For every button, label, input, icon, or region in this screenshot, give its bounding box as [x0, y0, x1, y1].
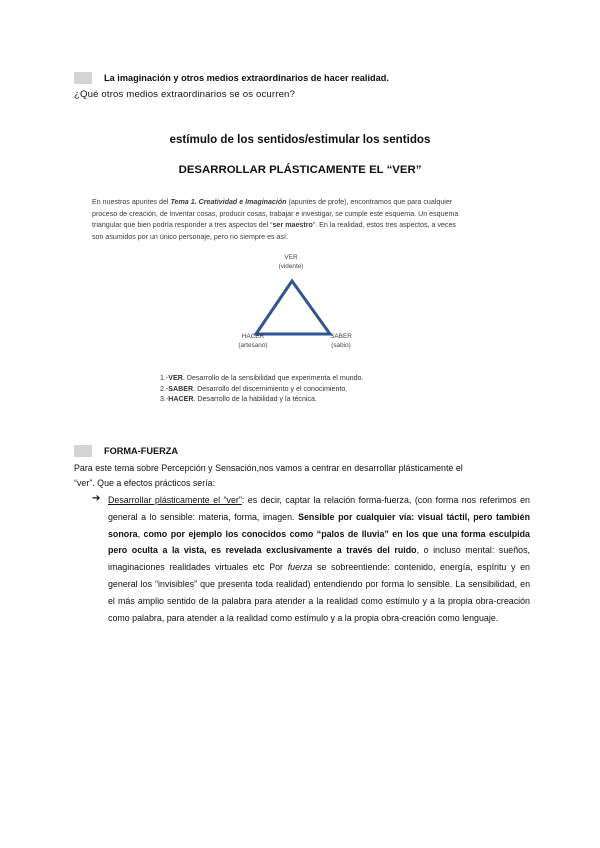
list-item [160, 384, 520, 395]
list-number: 2.- [160, 384, 169, 393]
list-key: SABER [168, 384, 194, 393]
heading-marker-box [74, 72, 92, 84]
list-key: HACER [168, 395, 194, 403]
intro-line-1: Para este tema sobre Percepción y Sensación,nos vamos a centrar en desarrollar plásticamente el [74, 463, 463, 473]
vidente-label: (vidente) [278, 262, 304, 270]
triangle-label-hacer [228, 333, 278, 350]
heading-marker-box [74, 445, 92, 457]
bullet-text: se sobreentiende: contenido, energía, espíritu y en general los “invisibles” que presenta toda realidad) entendiendo por forma lo sensible. La sensibilidad, en el más amplio sentido de la palabra para atender a la realidad como estímulo y a la propia obra-creación como palabra, para atender a la realidad como estímulo y a la propia obra-creación como lenguaje. [108, 562, 530, 623]
excerpt-ser-maestro: ser maestro [272, 221, 313, 229]
bullet-text: , o incluso mental: sueños, imaginaciones realidades virtuales etc Por [108, 545, 530, 573]
aspects-list [160, 373, 520, 405]
list-item [160, 373, 520, 384]
title-estimulo: estímulo de los sentidos/estimular los sentidos [169, 133, 431, 146]
bullet-underlined-phrase: Desarrollar plásticamente el “ver” [108, 495, 242, 505]
bullet-italic-text: fuerza [287, 562, 313, 573]
bullet-text: , [137, 528, 144, 539]
excerpt-line-4: son asumidos por un único personaje, pero no siempre es así: [92, 232, 288, 241]
list-key: VER [168, 374, 183, 382]
bullet-paragraph [108, 492, 530, 626]
hacer-label: HACER [241, 333, 265, 340]
sabio-label: (sabio) [331, 341, 351, 349]
section1-question: ¿Qué otros medios extraordinarios se os ocurren? [74, 89, 296, 100]
bullet-bold-text: Sensible por cualquier vía: visual táctil, pero también sonora [108, 511, 530, 539]
intro-line-2: “ver”. Que a efectos prácticos sería: [74, 478, 216, 488]
section1-heading: La imaginación y otros medios extraordinarios de hacer realidad. [104, 73, 389, 83]
excerpt-paragraph [92, 197, 522, 243]
ver-label: VER [284, 254, 298, 261]
excerpt-text: ”. En la realidad, estos tres aspectos, a veces [312, 221, 456, 229]
list-text: . Desarrollo de la habilidad y la técnica. [193, 395, 317, 403]
excerpt-line-1 [92, 197, 522, 209]
title-desarrollar: DESARROLLAR PLÁSTICAMENTE EL “VER” [178, 164, 422, 176]
section1-heading-row [74, 72, 389, 84]
excerpt-text: (apuntes de profe), encontramos que para cualquier [286, 198, 453, 206]
triangle-diagram [250, 278, 340, 338]
section2-heading: FORMA-FUERZA [104, 446, 178, 456]
list-item [160, 394, 520, 405]
list-text: . Desarrollo del discernimiento y el conocimiento. [193, 384, 348, 393]
section2-heading-row [74, 445, 178, 457]
triangle-label-saber [316, 333, 366, 350]
list-number: 1.- [160, 374, 169, 382]
list-number: 3.- [160, 395, 169, 403]
arrow-bullet-icon: ➔ [92, 493, 101, 504]
excerpt-line-3 [92, 220, 522, 232]
bullet-bold-text: como por ejemplo los conocidos como “palos de lluvia” en los que una forma esculpida pero oculta a la vista, es revelada exclusivamente a través del ruido [108, 528, 530, 556]
triangle-label-ver [266, 254, 316, 271]
excerpt-line-2: proceso de creación, de inventar cosas, producir cosas, trabajar e investigar, se cumple este esquema. Un esquema [92, 209, 459, 218]
section2-intro [74, 461, 534, 491]
triangle-shape [256, 281, 330, 334]
artesano-label: (artesano) [238, 341, 268, 349]
bullet-text: : es decir, captar la relación forma-fuerza, (con forma nos referimos en general a lo sensible: materia, forma, imagen. [108, 495, 530, 522]
saber-label: SABER [330, 333, 352, 340]
excerpt-tema-title: Tema 1. Creatividad e Imaginación [170, 198, 287, 206]
excerpt-text: triangular que bien podría responder a tres aspectos del “ [92, 221, 273, 229]
excerpt-text: En nuestros apuntes del [92, 198, 171, 206]
list-text: . Desarrollo de la sensibilidad que experimenta el mundo. [182, 374, 364, 382]
